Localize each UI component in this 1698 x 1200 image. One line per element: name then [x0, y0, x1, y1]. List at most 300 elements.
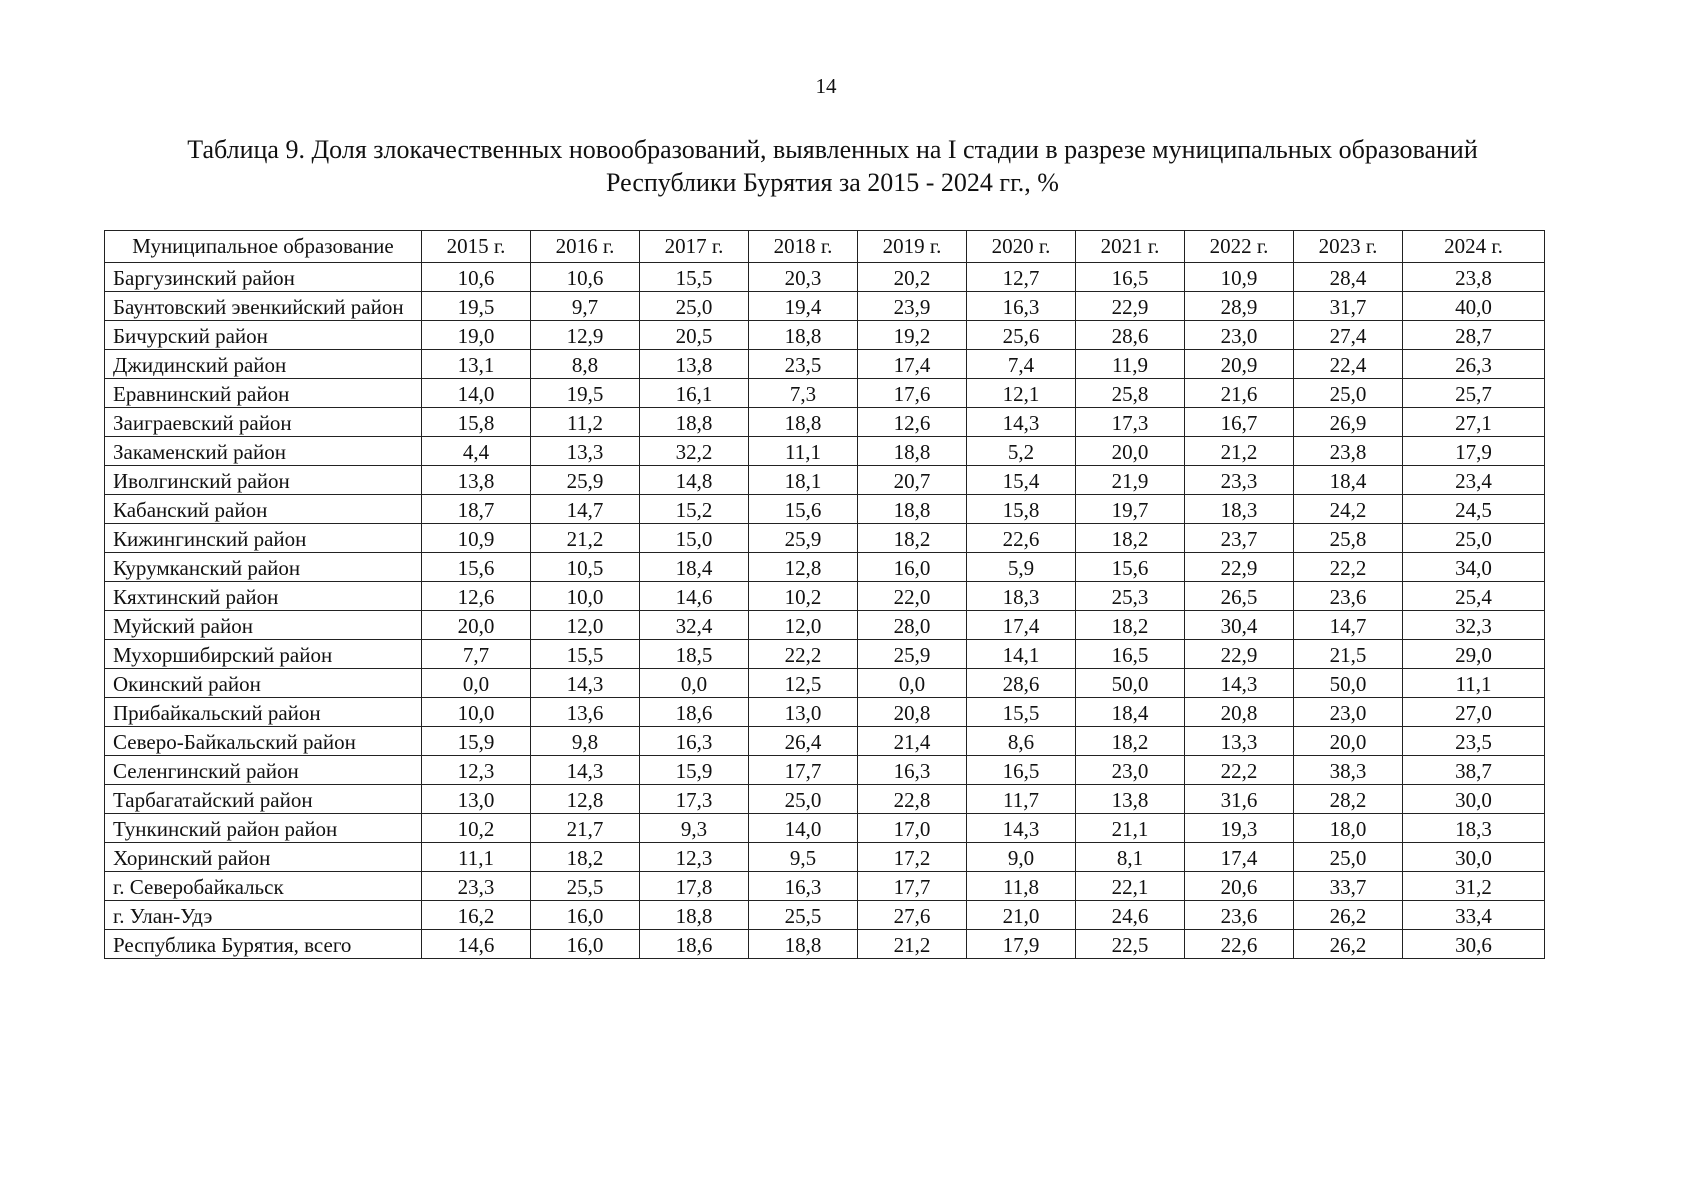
value-cell: 21,4 [858, 727, 967, 756]
value-cell: 26,9 [1294, 408, 1403, 437]
value-cell: 17,7 [858, 872, 967, 901]
value-cell: 15,6 [1076, 553, 1185, 582]
value-cell: 10,9 [1185, 263, 1294, 292]
value-cell: 14,3 [967, 814, 1076, 843]
value-cell: 16,3 [967, 292, 1076, 321]
region-cell: Заиграевский район [105, 408, 422, 437]
table-row [105, 930, 1545, 959]
table-body [105, 263, 1545, 959]
value-cell: 26,2 [1294, 901, 1403, 930]
value-cell: 11,1 [1403, 669, 1545, 698]
value-cell: 24,2 [1294, 495, 1403, 524]
value-cell: 12,6 [422, 582, 531, 611]
value-cell: 32,3 [1403, 611, 1545, 640]
value-cell: 23,0 [1294, 698, 1403, 727]
header-year: 2024 г. [1403, 231, 1545, 263]
value-cell: 8,8 [531, 350, 640, 379]
region-cell: Тункинский район район [105, 814, 422, 843]
value-cell: 18,8 [640, 408, 749, 437]
data-table [104, 230, 1545, 959]
table-row [105, 495, 1545, 524]
value-cell: 25,5 [531, 872, 640, 901]
value-cell: 17,2 [858, 843, 967, 872]
value-cell: 11,2 [531, 408, 640, 437]
value-cell: 21,1 [1076, 814, 1185, 843]
value-cell: 18,2 [1076, 524, 1185, 553]
value-cell: 7,4 [967, 350, 1076, 379]
region-cell: Кижингинский район [105, 524, 422, 553]
value-cell: 38,3 [1294, 756, 1403, 785]
region-cell: Иволгинский район [105, 466, 422, 495]
header-year: 2018 г. [749, 231, 858, 263]
value-cell: 0,0 [422, 669, 531, 698]
value-cell: 16,3 [858, 756, 967, 785]
header-year: 2021 г. [1076, 231, 1185, 263]
value-cell: 23,3 [1185, 466, 1294, 495]
value-cell: 14,1 [967, 640, 1076, 669]
value-cell: 23,0 [1076, 756, 1185, 785]
table-row [105, 466, 1545, 495]
region-cell: Курумканский район [105, 553, 422, 582]
table-row [105, 437, 1545, 466]
value-cell: 28,6 [967, 669, 1076, 698]
value-cell: 32,2 [640, 437, 749, 466]
value-cell: 23,8 [1294, 437, 1403, 466]
value-cell: 26,3 [1403, 350, 1545, 379]
value-cell: 28,6 [1076, 321, 1185, 350]
value-cell: 13,3 [531, 437, 640, 466]
value-cell: 9,7 [531, 292, 640, 321]
region-cell: г. Северобайкальск [105, 872, 422, 901]
value-cell: 12,9 [531, 321, 640, 350]
value-cell: 26,4 [749, 727, 858, 756]
region-cell: Тарбагатайский район [105, 785, 422, 814]
table-row [105, 611, 1545, 640]
value-cell: 15,8 [967, 495, 1076, 524]
value-cell: 16,2 [422, 901, 531, 930]
value-cell: 13,6 [531, 698, 640, 727]
value-cell: 30,4 [1185, 611, 1294, 640]
value-cell: 15,6 [422, 553, 531, 582]
table-row [105, 756, 1545, 785]
value-cell: 25,0 [1294, 843, 1403, 872]
value-cell: 18,8 [749, 930, 858, 959]
value-cell: 14,7 [531, 495, 640, 524]
value-cell: 10,0 [422, 698, 531, 727]
value-cell: 18,2 [1076, 611, 1185, 640]
value-cell: 28,0 [858, 611, 967, 640]
value-cell: 28,9 [1185, 292, 1294, 321]
value-cell: 12,6 [858, 408, 967, 437]
value-cell: 16,0 [858, 553, 967, 582]
value-cell: 9,8 [531, 727, 640, 756]
value-cell: 12,3 [422, 756, 531, 785]
value-cell: 7,7 [422, 640, 531, 669]
region-cell: Еравнинский район [105, 379, 422, 408]
table-row [105, 698, 1545, 727]
table-row [105, 901, 1545, 930]
region-cell: Окинский район [105, 669, 422, 698]
value-cell: 12,1 [967, 379, 1076, 408]
table-row [105, 263, 1545, 292]
value-cell: 26,5 [1185, 582, 1294, 611]
header-year: 2017 г. [640, 231, 749, 263]
value-cell: 11,9 [1076, 350, 1185, 379]
value-cell: 22,2 [1185, 756, 1294, 785]
value-cell: 9,5 [749, 843, 858, 872]
value-cell: 22,9 [1076, 292, 1185, 321]
header-year: 2015 г. [422, 231, 531, 263]
value-cell: 12,0 [749, 611, 858, 640]
value-cell: 10,2 [422, 814, 531, 843]
value-cell: 18,3 [1403, 814, 1545, 843]
value-cell: 14,0 [749, 814, 858, 843]
region-cell: Закаменский район [105, 437, 422, 466]
value-cell: 20,5 [640, 321, 749, 350]
value-cell: 38,7 [1403, 756, 1545, 785]
value-cell: 10,0 [531, 582, 640, 611]
header-year: 2020 г. [967, 231, 1076, 263]
header-year: 2022 г. [1185, 231, 1294, 263]
value-cell: 19,5 [531, 379, 640, 408]
table-row [105, 785, 1545, 814]
value-cell: 24,5 [1403, 495, 1545, 524]
value-cell: 15,8 [422, 408, 531, 437]
value-cell: 30,0 [1403, 843, 1545, 872]
value-cell: 15,0 [640, 524, 749, 553]
value-cell: 18,6 [640, 698, 749, 727]
value-cell: 13,8 [640, 350, 749, 379]
value-cell: 22,8 [858, 785, 967, 814]
table-caption-line-2: Республики Бурятия за 2015 - 2024 гг., % [606, 168, 1059, 197]
value-cell: 24,6 [1076, 901, 1185, 930]
value-cell: 12,8 [749, 553, 858, 582]
value-cell: 33,4 [1403, 901, 1545, 930]
value-cell: 21,9 [1076, 466, 1185, 495]
value-cell: 16,5 [1076, 640, 1185, 669]
value-cell: 16,5 [967, 756, 1076, 785]
value-cell: 13,0 [749, 698, 858, 727]
value-cell: 18,3 [967, 582, 1076, 611]
value-cell: 14,6 [640, 582, 749, 611]
value-cell: 17,4 [1185, 843, 1294, 872]
value-cell: 18,8 [749, 408, 858, 437]
value-cell: 34,0 [1403, 553, 1545, 582]
value-cell: 25,9 [531, 466, 640, 495]
table-row [105, 669, 1545, 698]
value-cell: 19,3 [1185, 814, 1294, 843]
value-cell: 23,3 [422, 872, 531, 901]
value-cell: 10,5 [531, 553, 640, 582]
value-cell: 11,1 [749, 437, 858, 466]
value-cell: 30,6 [1403, 930, 1545, 959]
header-year: 2023 г. [1294, 231, 1403, 263]
value-cell: 50,0 [1076, 669, 1185, 698]
value-cell: 22,4 [1294, 350, 1403, 379]
value-cell: 17,8 [640, 872, 749, 901]
region-cell: Кабанский район [105, 495, 422, 524]
table-row [105, 408, 1545, 437]
value-cell: 21,7 [531, 814, 640, 843]
region-cell: Мухоршибирский район [105, 640, 422, 669]
value-cell: 22,1 [1076, 872, 1185, 901]
value-cell: 13,0 [422, 785, 531, 814]
region-cell: Хоринский район [105, 843, 422, 872]
value-cell: 17,9 [967, 930, 1076, 959]
header-year: 2016 г. [531, 231, 640, 263]
value-cell: 12,7 [967, 263, 1076, 292]
value-cell: 18,8 [640, 901, 749, 930]
value-cell: 12,8 [531, 785, 640, 814]
value-cell: 28,7 [1403, 321, 1545, 350]
value-cell: 31,2 [1403, 872, 1545, 901]
value-cell: 10,6 [422, 263, 531, 292]
value-cell: 15,9 [640, 756, 749, 785]
region-cell: Джидинский район [105, 350, 422, 379]
value-cell: 17,3 [640, 785, 749, 814]
value-cell: 31,7 [1294, 292, 1403, 321]
value-cell: 9,3 [640, 814, 749, 843]
value-cell: 23,5 [1403, 727, 1545, 756]
value-cell: 0,0 [858, 669, 967, 698]
value-cell: 20,0 [1294, 727, 1403, 756]
value-cell: 25,4 [1403, 582, 1545, 611]
value-cell: 18,1 [749, 466, 858, 495]
value-cell: 25,8 [1294, 524, 1403, 553]
value-cell: 18,6 [640, 930, 749, 959]
value-cell: 33,7 [1294, 872, 1403, 901]
value-cell: 21,2 [858, 930, 967, 959]
value-cell: 5,9 [967, 553, 1076, 582]
value-cell: 14,0 [422, 379, 531, 408]
value-cell: 15,5 [967, 698, 1076, 727]
value-cell: 17,4 [858, 350, 967, 379]
value-cell: 16,0 [531, 901, 640, 930]
value-cell: 22,5 [1076, 930, 1185, 959]
value-cell: 18,3 [1185, 495, 1294, 524]
value-cell: 17,4 [967, 611, 1076, 640]
value-cell: 29,0 [1403, 640, 1545, 669]
value-cell: 25,8 [1076, 379, 1185, 408]
table-caption-line-1: Таблица 9. Доля злокачественных новообразований, выявленных на I стадии в разрезе муниципальных образований [187, 135, 1478, 164]
value-cell: 5,2 [967, 437, 1076, 466]
value-cell: 18,8 [749, 321, 858, 350]
table-row [105, 727, 1545, 756]
value-cell: 16,0 [531, 930, 640, 959]
value-cell: 25,9 [749, 524, 858, 553]
value-cell: 18,4 [1294, 466, 1403, 495]
value-cell: 19,5 [422, 292, 531, 321]
table-caption [100, 133, 1565, 199]
value-cell: 12,0 [531, 611, 640, 640]
table-row [105, 379, 1545, 408]
value-cell: 20,0 [1076, 437, 1185, 466]
value-cell: 23,6 [1185, 901, 1294, 930]
value-cell: 13,3 [1185, 727, 1294, 756]
value-cell: 8,1 [1076, 843, 1185, 872]
value-cell: 20,3 [749, 263, 858, 292]
value-cell: 9,0 [967, 843, 1076, 872]
value-cell: 23,7 [1185, 524, 1294, 553]
value-cell: 17,9 [1403, 437, 1545, 466]
value-cell: 22,0 [858, 582, 967, 611]
value-cell: 31,6 [1185, 785, 1294, 814]
value-cell: 25,0 [1294, 379, 1403, 408]
value-cell: 20,8 [1185, 698, 1294, 727]
value-cell: 23,8 [1403, 263, 1545, 292]
value-cell: 15,5 [640, 263, 749, 292]
value-cell: 23,4 [1403, 466, 1545, 495]
value-cell: 21,2 [1185, 437, 1294, 466]
table-row [105, 872, 1545, 901]
table-row [105, 640, 1545, 669]
value-cell: 7,3 [749, 379, 858, 408]
table-row [105, 321, 1545, 350]
region-cell: г. Улан-Удэ [105, 901, 422, 930]
value-cell: 16,1 [640, 379, 749, 408]
region-cell: Республика Бурятия, всего [105, 930, 422, 959]
value-cell: 21,2 [531, 524, 640, 553]
value-cell: 12,3 [640, 843, 749, 872]
value-cell: 22,9 [1185, 553, 1294, 582]
table-row [105, 350, 1545, 379]
value-cell: 32,4 [640, 611, 749, 640]
value-cell: 18,5 [640, 640, 749, 669]
value-cell: 14,3 [1185, 669, 1294, 698]
value-cell: 18,2 [858, 524, 967, 553]
value-cell: 25,0 [1403, 524, 1545, 553]
table-row [105, 843, 1545, 872]
header-year: 2019 г. [858, 231, 967, 263]
value-cell: 20,7 [858, 466, 967, 495]
value-cell: 23,5 [749, 350, 858, 379]
value-cell: 22,6 [967, 524, 1076, 553]
value-cell: 28,2 [1294, 785, 1403, 814]
value-cell: 16,3 [640, 727, 749, 756]
table-row [105, 292, 1545, 321]
value-cell: 20,2 [858, 263, 967, 292]
value-cell: 22,2 [1294, 553, 1403, 582]
value-cell: 25,0 [749, 785, 858, 814]
value-cell: 18,2 [531, 843, 640, 872]
value-cell: 14,7 [1294, 611, 1403, 640]
table-row [105, 582, 1545, 611]
value-cell: 20,9 [1185, 350, 1294, 379]
value-cell: 18,8 [858, 437, 967, 466]
region-cell: Северо-Байкальский район [105, 727, 422, 756]
value-cell: 21,6 [1185, 379, 1294, 408]
value-cell: 27,1 [1403, 408, 1545, 437]
value-cell: 15,9 [422, 727, 531, 756]
value-cell: 19,7 [1076, 495, 1185, 524]
value-cell: 15,6 [749, 495, 858, 524]
page-number: 14 [815, 74, 837, 98]
value-cell: 17,3 [1076, 408, 1185, 437]
value-cell: 50,0 [1294, 669, 1403, 698]
value-cell: 10,6 [531, 263, 640, 292]
value-cell: 25,7 [1403, 379, 1545, 408]
value-cell: 30,0 [1403, 785, 1545, 814]
value-cell: 27,0 [1403, 698, 1545, 727]
value-cell: 25,9 [858, 640, 967, 669]
value-cell: 18,2 [1076, 727, 1185, 756]
value-cell: 20,0 [422, 611, 531, 640]
value-cell: 18,7 [422, 495, 531, 524]
value-cell: 18,8 [858, 495, 967, 524]
value-cell: 15,5 [531, 640, 640, 669]
value-cell: 18,0 [1294, 814, 1403, 843]
value-cell: 16,5 [1076, 263, 1185, 292]
value-cell: 19,0 [422, 321, 531, 350]
value-cell: 0,0 [640, 669, 749, 698]
value-cell: 25,3 [1076, 582, 1185, 611]
value-cell: 27,4 [1294, 321, 1403, 350]
value-cell: 28,4 [1294, 263, 1403, 292]
value-cell: 22,2 [749, 640, 858, 669]
region-cell: Прибайкальский район [105, 698, 422, 727]
value-cell: 13,8 [422, 466, 531, 495]
value-cell: 16,7 [1185, 408, 1294, 437]
value-cell: 17,6 [858, 379, 967, 408]
value-cell: 11,7 [967, 785, 1076, 814]
value-cell: 18,4 [1076, 698, 1185, 727]
value-cell: 14,6 [422, 930, 531, 959]
value-cell: 19,4 [749, 292, 858, 321]
value-cell: 11,8 [967, 872, 1076, 901]
value-cell: 23,9 [858, 292, 967, 321]
value-cell: 26,2 [1294, 930, 1403, 959]
value-cell: 15,2 [640, 495, 749, 524]
region-cell: Баргузинский район [105, 263, 422, 292]
value-cell: 14,8 [640, 466, 749, 495]
table-header [105, 231, 1545, 263]
value-cell: 21,5 [1294, 640, 1403, 669]
value-cell: 23,0 [1185, 321, 1294, 350]
value-cell: 10,2 [749, 582, 858, 611]
region-cell: Муйский район [105, 611, 422, 640]
value-cell: 15,4 [967, 466, 1076, 495]
value-cell: 18,4 [640, 553, 749, 582]
value-cell: 12,5 [749, 669, 858, 698]
value-cell: 25,0 [640, 292, 749, 321]
value-cell: 22,6 [1185, 930, 1294, 959]
value-cell: 17,7 [749, 756, 858, 785]
value-cell: 13,8 [1076, 785, 1185, 814]
value-cell: 23,6 [1294, 582, 1403, 611]
value-cell: 21,0 [967, 901, 1076, 930]
value-cell: 17,0 [858, 814, 967, 843]
value-cell: 25,5 [749, 901, 858, 930]
value-cell: 14,3 [531, 756, 640, 785]
region-cell: Кяхтинский район [105, 582, 422, 611]
value-cell: 27,6 [858, 901, 967, 930]
value-cell: 20,6 [1185, 872, 1294, 901]
table-row [105, 553, 1545, 582]
value-cell: 13,1 [422, 350, 531, 379]
value-cell: 40,0 [1403, 292, 1545, 321]
table-row [105, 814, 1545, 843]
value-cell: 16,3 [749, 872, 858, 901]
value-cell: 11,1 [422, 843, 531, 872]
value-cell: 19,2 [858, 321, 967, 350]
table-row [105, 524, 1545, 553]
value-cell: 4,4 [422, 437, 531, 466]
value-cell: 14,3 [967, 408, 1076, 437]
header-row [105, 231, 1545, 263]
value-cell: 20,8 [858, 698, 967, 727]
value-cell: 14,3 [531, 669, 640, 698]
value-cell: 10,9 [422, 524, 531, 553]
